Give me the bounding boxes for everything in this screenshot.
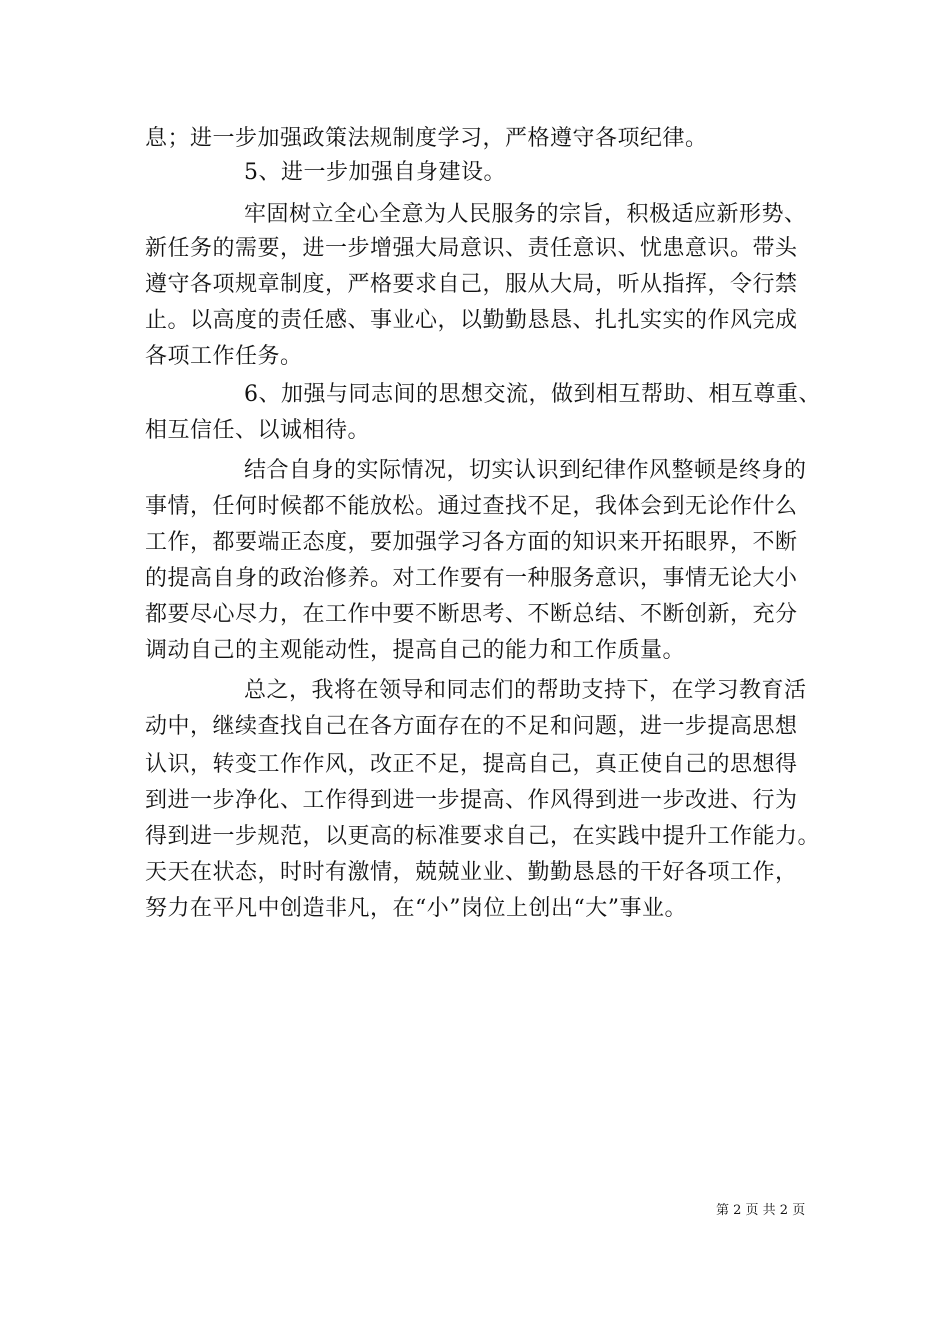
page-number: 第 2 页 共 2 页 [716, 1203, 806, 1218]
text-line: 总之，我将在领导和同志们的帮助支持下，在学习教育活 [244, 678, 807, 703]
text-line: 的提高自身的政治修养。对工作要有一种服务意识，事情无论大小 [145, 566, 798, 591]
text-line: 到进一步净化、工作得到进一步提高、作风得到进一步改进、行为 [145, 788, 798, 813]
text-line: 得到进一步规范，以更高的标准要求自己，在实践中提升工作能力。 [145, 824, 821, 849]
text-line: 结合自身的实际情况，切实认识到纪律作风整顿是终身的 [244, 458, 807, 483]
text-line: 各项工作任务。 [145, 344, 303, 369]
text-line: 息；进一步加强政策法规制度学习，严格遵守各项纪律。 [145, 126, 708, 151]
text-line: 动中，继续查找自己在各方面存在的不足和问题，进一步提高思想 [145, 714, 798, 739]
text-line: 止。以高度的责任感、事业心，以勤勤恳恳、扎扎实实的作风完成 [145, 308, 798, 333]
text-line: 工作，都要端正态度，要加强学习各方面的知识来开拓眼界，不断 [145, 530, 798, 555]
text-line: 调动自己的主观能动性，提高自己的能力和工作质量。 [145, 638, 686, 663]
text-line: 遵守各项规章制度，严格要求自己，服从大局，听从指挥，令行禁 [145, 272, 798, 297]
text-line: 牢固树立全心全意为人民服务的宗旨，积极适应新形势、 [244, 202, 807, 227]
text-line: 都要尽心尽力，在工作中要不断思考、不断总结、不断创新，充分 [145, 602, 798, 627]
text-line: 认识，转变工作作风，改正不足，提高自己，真正使自己的思想得 [145, 752, 798, 777]
section-heading-6: 6、加强与同志间的思想交流，做到相互帮助、相互尊重、 [244, 382, 821, 407]
text-line: 努力在平凡中创造非凡，在“小”岗位上创出“大”事业。 [145, 896, 687, 921]
text-line: 相互信任、以诚相待。 [145, 418, 371, 443]
text-line: 新任务的需要，进一步增强大局意识、责任意识、忧患意识。带头 [145, 236, 798, 261]
section-heading-5: 5、进一步加强自身建设。 [244, 160, 506, 185]
text-line: 天天在状态，时时有激情，兢兢业业、勤勤恳恳的干好各项工作， [145, 860, 798, 885]
text-line: 事情，任何时候都不能放松。通过查找不足，我体会到无论作什么 [145, 494, 798, 519]
